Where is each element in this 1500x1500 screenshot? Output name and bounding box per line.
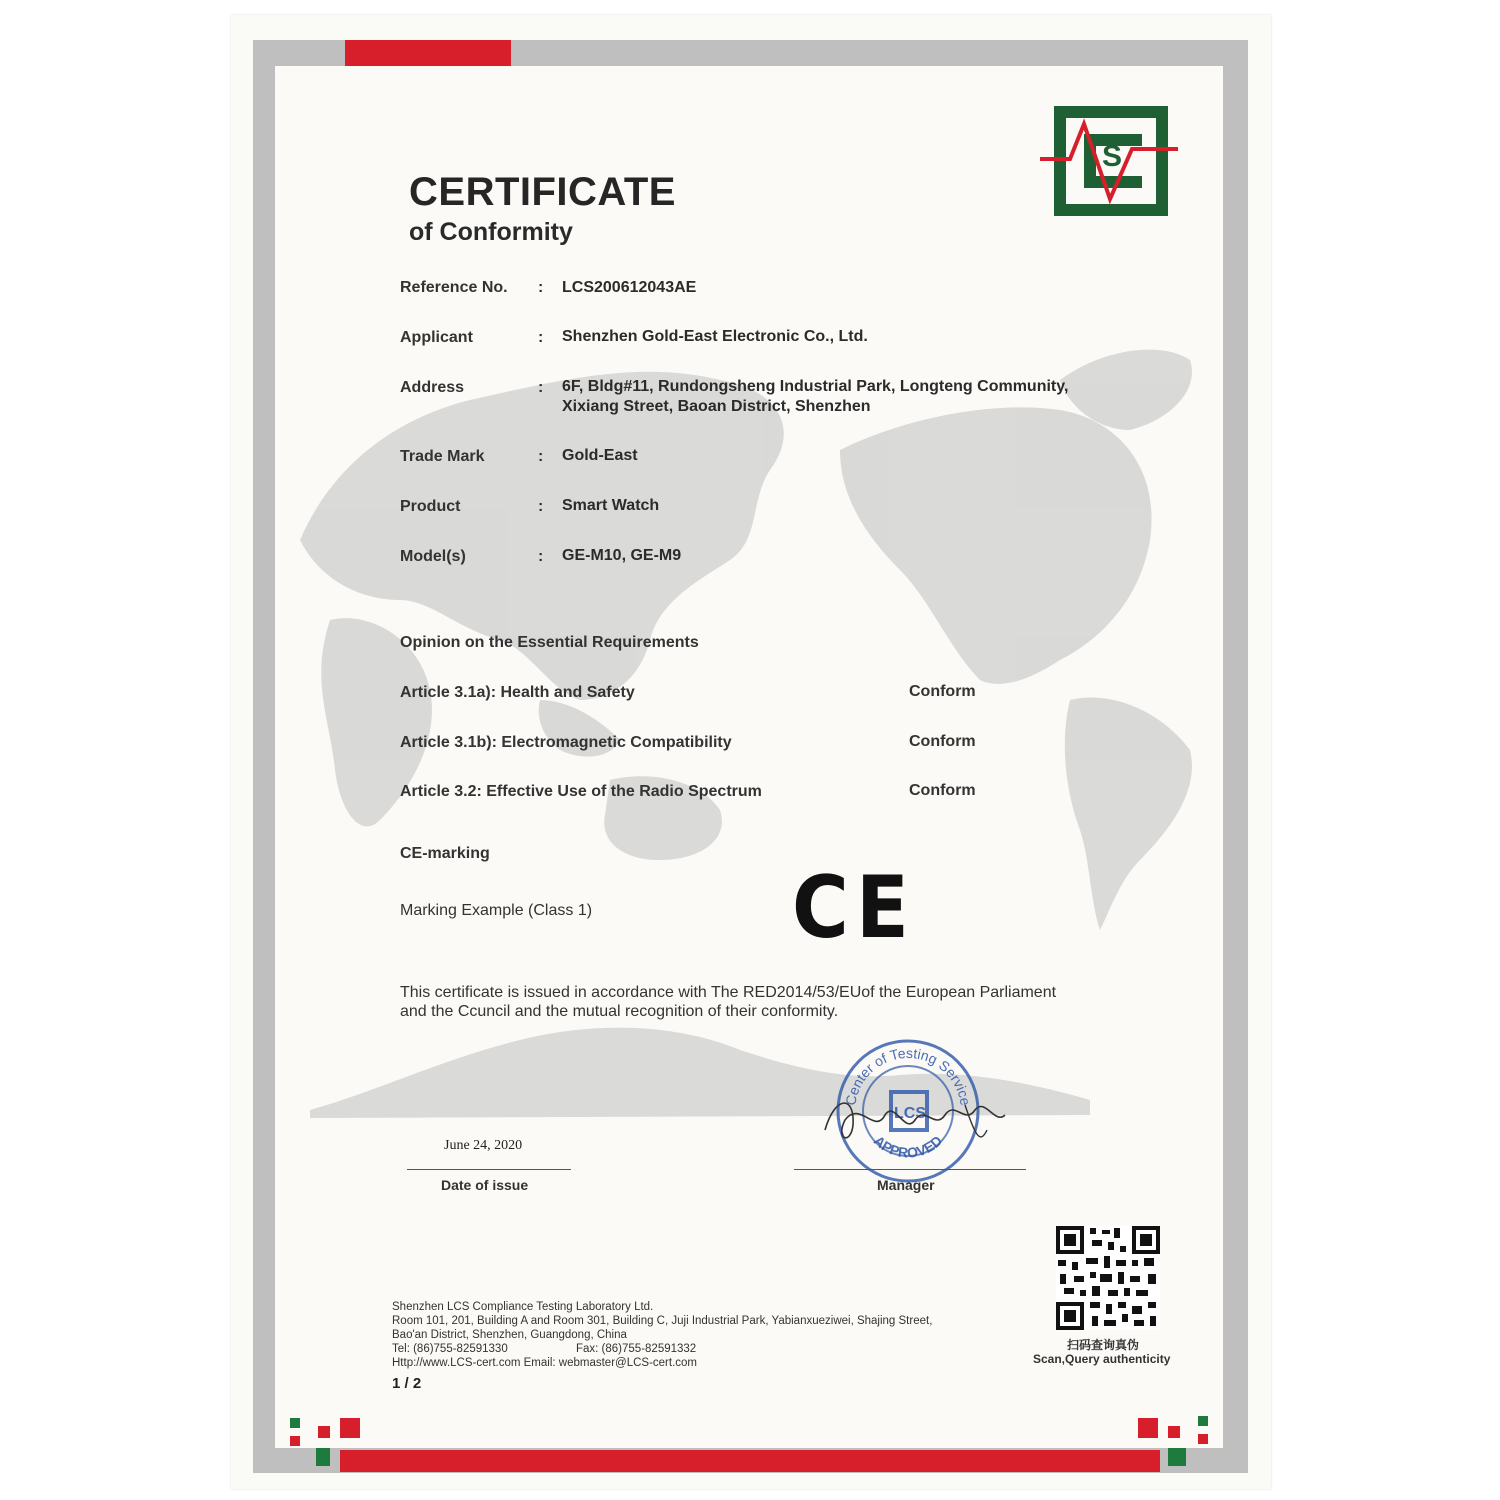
- stamp-center-text: LCS: [894, 1105, 926, 1122]
- trademark-label: Trade Mark: [400, 448, 485, 465]
- models-value: GE-M10, GE-M9: [562, 547, 682, 564]
- address-label: Address: [400, 379, 465, 396]
- reference-label: Reference No.: [400, 279, 508, 296]
- footer-address-1: Room 101, 201, Building A and Room 301, Building C, Juji Industrial Park, Yabianxueziwei, Shajing Street,: [392, 1315, 933, 1327]
- article-emc: Article 3.1b): Electromagnetic Compatibility: [400, 734, 732, 751]
- manager-label: Manager: [877, 1177, 935, 1193]
- footer-tel: Tel: (86)755-82591330: [392, 1343, 508, 1355]
- date-of-issue-label: Date of issue: [441, 1177, 529, 1193]
- decor-square: [316, 1448, 330, 1466]
- decor-square: [1198, 1434, 1208, 1444]
- manager-signature: [815, 1085, 1015, 1155]
- applicant-value: Shenzhen Gold-East Electronic Co., Ltd.: [562, 328, 868, 345]
- colon: :: [538, 379, 544, 396]
- page-number: 1 / 2: [392, 1375, 422, 1392]
- qr-caption-en: Scan,Query authenticity: [1033, 1352, 1171, 1366]
- product-value: Smart Watch: [562, 497, 660, 514]
- date-line: [407, 1169, 571, 1170]
- opinion-heading: Opinion on the Essential Requirements: [400, 634, 699, 651]
- stamp-bottom-text: APPROVED: [870, 1132, 946, 1161]
- colon: :: [538, 448, 544, 465]
- ce-marking-heading: CE-marking: [400, 845, 490, 862]
- trademark-value: Gold-East: [562, 447, 638, 464]
- ce-mark: CE: [792, 858, 917, 958]
- models-label: Model(s): [400, 548, 466, 565]
- article-emc-result: Conform: [909, 733, 976, 750]
- issue-date: June 24, 2020: [444, 1138, 523, 1153]
- article-radio-spectrum: Article 3.2: Effective Use of the Radio Spectrum: [400, 783, 762, 800]
- address-value-line2: Xixiang Street, Baoan District, Shenzhen: [562, 398, 871, 415]
- colon: :: [538, 329, 544, 346]
- svg-text:S: S: [1101, 140, 1123, 173]
- footer-company: Shenzhen LCS Compliance Testing Laboratory Ltd.: [392, 1301, 654, 1313]
- decor-square: [1138, 1418, 1158, 1438]
- marking-example-label: Marking Example (Class 1): [400, 902, 593, 919]
- decor-square: [1168, 1426, 1180, 1438]
- stamp-top-text: Center of Testing Service: [842, 1044, 974, 1107]
- decor-square: [290, 1418, 300, 1428]
- qr-code: [1056, 1226, 1160, 1330]
- reference-value: LCS200612043AE: [562, 279, 697, 296]
- qr-caption-cn: 扫码查询真伪: [1067, 1338, 1140, 1352]
- certificate-title: CERTIFICATE: [409, 170, 676, 214]
- article-radio-spectrum-result: Conform: [909, 782, 976, 799]
- decor-square: [340, 1418, 360, 1438]
- decor-square: [318, 1426, 330, 1438]
- lcs-logo: [1040, 104, 1180, 214]
- article-health-safety-result: Conform: [909, 683, 976, 700]
- decor-square: [1198, 1416, 1208, 1426]
- statement-line2: and the Ccuncil and the mutual recognition of their conformity.: [400, 1003, 839, 1020]
- colon: :: [538, 279, 544, 296]
- footer-web-email: Http://www.LCS-cert.com Email: webmaster@LCS-cert.com: [392, 1357, 697, 1369]
- decor-square: [1168, 1448, 1186, 1466]
- product-label: Product: [400, 498, 461, 515]
- colon: :: [538, 548, 544, 565]
- applicant-label: Applicant: [400, 329, 473, 346]
- certificate-subtitle: of Conformity: [409, 218, 573, 246]
- decor-square: [290, 1436, 300, 1446]
- address-value-line1: 6F, Bldg#11, Rundongsheng Industrial Park, Longteng Community,: [562, 378, 1069, 395]
- article-health-safety: Article 3.1a): Health and Safety: [400, 684, 635, 701]
- footer-address-2: Bao'an District, Shenzhen, Guangdong, China: [392, 1329, 627, 1341]
- statement-line1: This certificate is issued in accordance with The RED2014/53/EUof the European Parliament: [400, 984, 1057, 1001]
- footer-fax: Fax: (86)755-82591332: [576, 1343, 697, 1355]
- colon: :: [538, 498, 544, 515]
